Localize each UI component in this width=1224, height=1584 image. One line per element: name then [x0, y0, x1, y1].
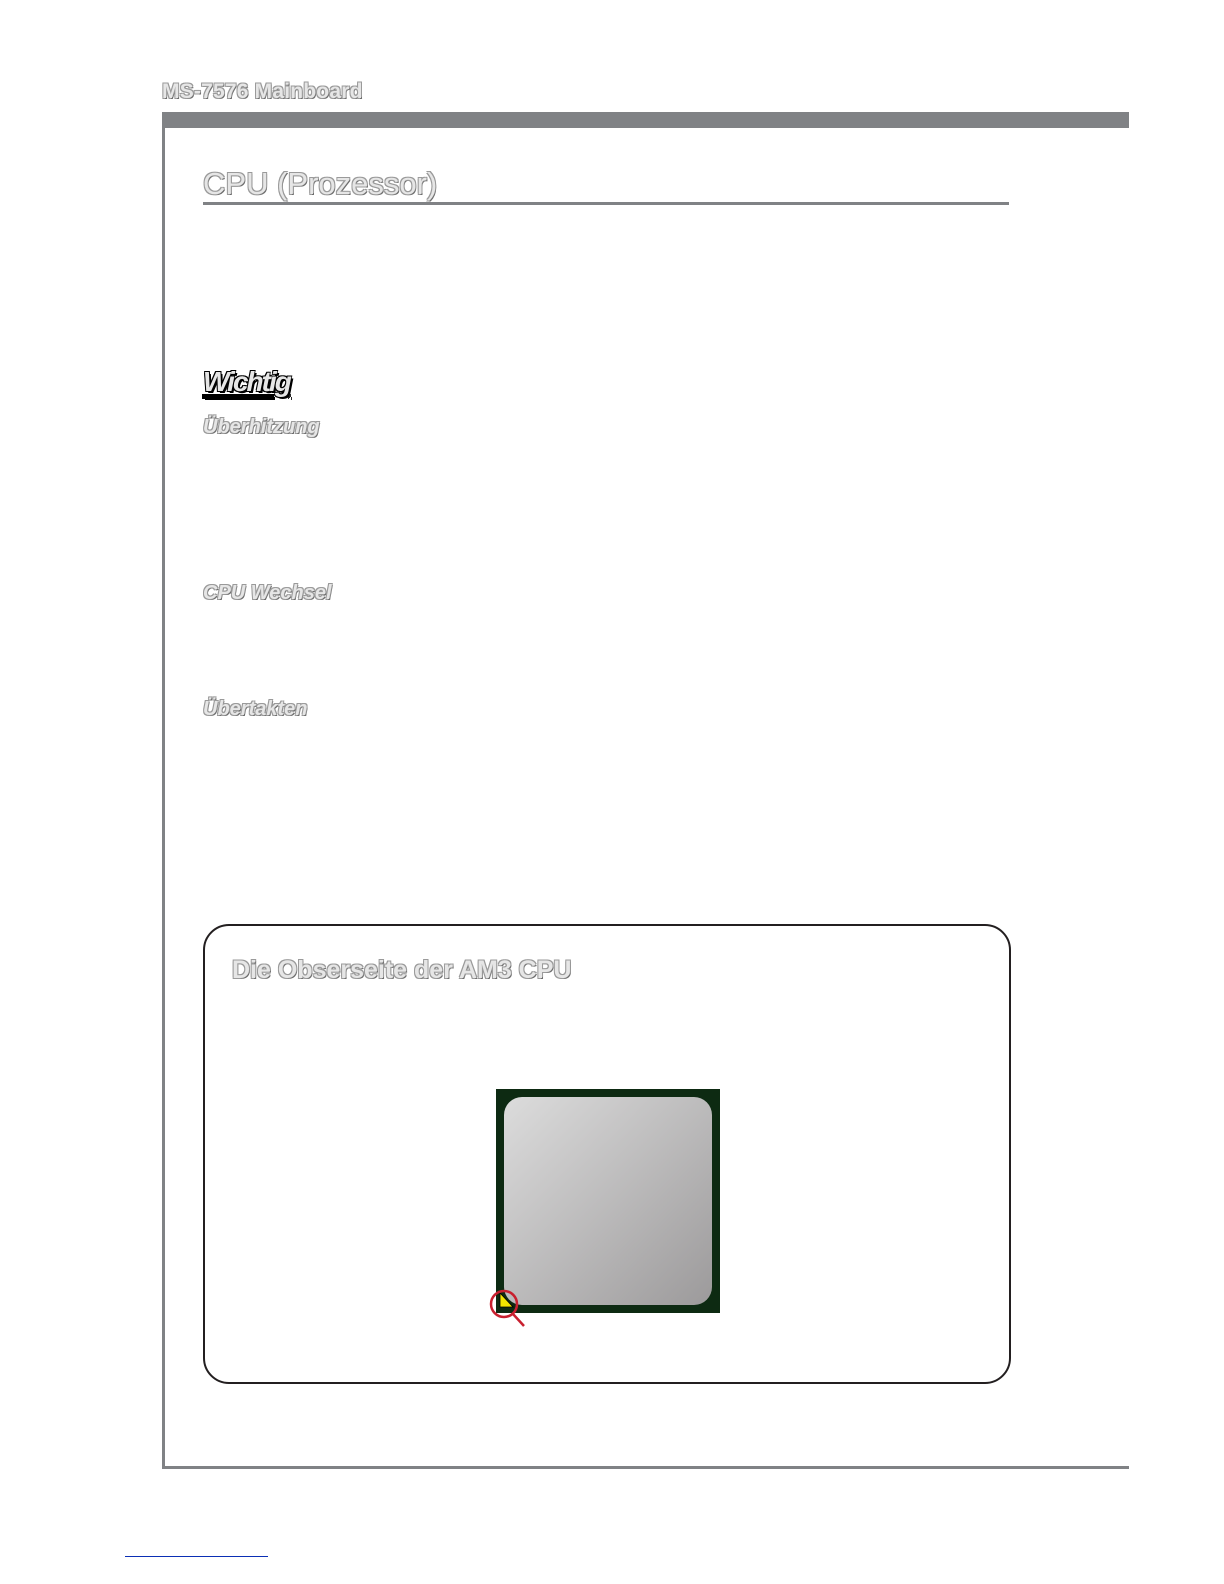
left-margin-rule: [162, 112, 165, 1469]
subheading-overclocking: Übertakten: [203, 698, 308, 720]
figure-title: Die Obserseite der AM3 CPU: [232, 956, 572, 984]
subheading-cpu-change: CPU Wechsel: [203, 582, 332, 604]
section-title-underline: [203, 202, 1009, 205]
document-header-label: MS-7576 Mainboard: [162, 80, 363, 103]
footer-link-underline: [125, 1556, 268, 1557]
section-title: CPU (Prozessor): [203, 166, 438, 201]
subheading-overheating: Überhitzung: [203, 416, 320, 438]
header-bar: [162, 112, 1129, 128]
important-heading: Wichtig: [203, 366, 290, 397]
bottom-margin-rule: [162, 1466, 1129, 1469]
cpu-heat-spreader: [504, 1097, 712, 1305]
pin1-pointer-line: [513, 1314, 524, 1326]
am3-cpu-top-illustration: [488, 1086, 728, 1332]
